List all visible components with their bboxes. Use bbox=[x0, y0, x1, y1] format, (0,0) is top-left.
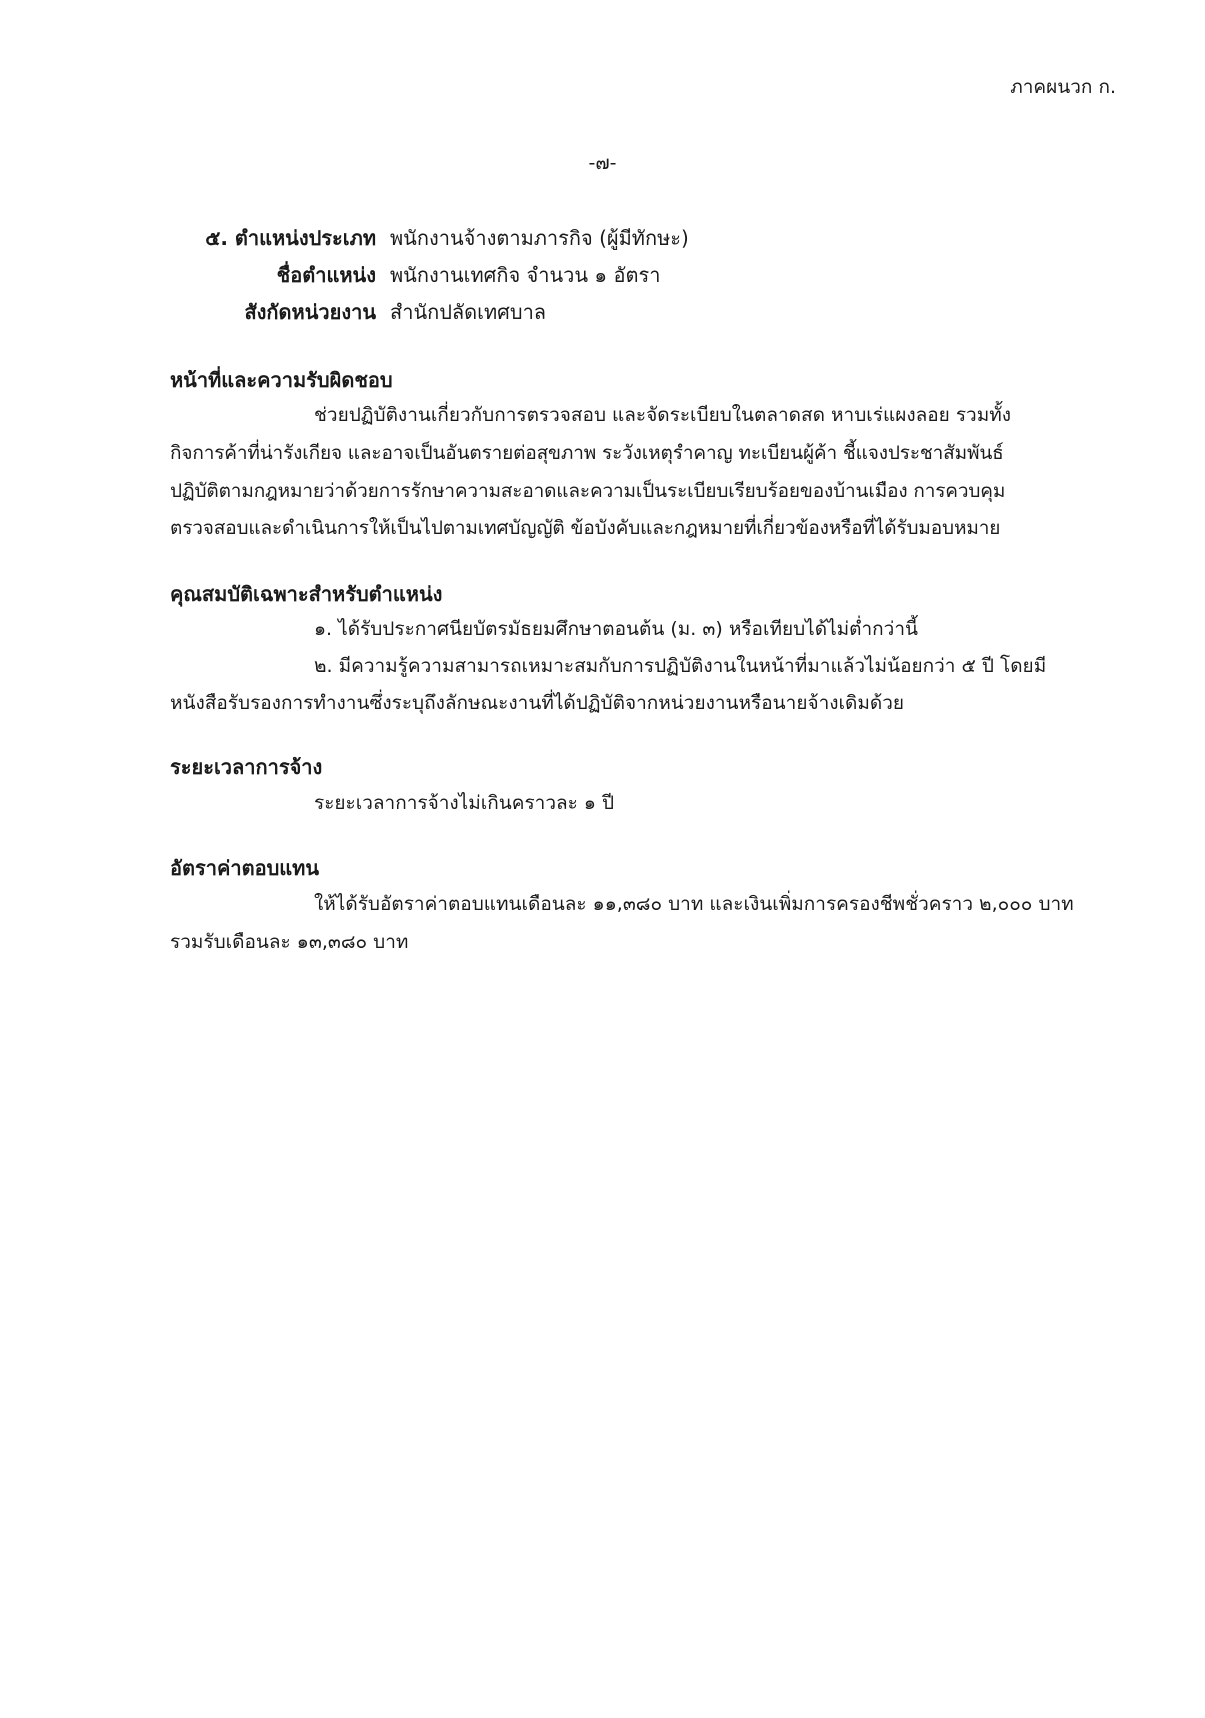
duties-line: ตรวจสอบและดำเนินการให้เป็นไปตามเทศบัญญัติ ข้อบังคับและกฎหมายที่เกี่ยวข้องหรือที่ได้รับมอบหมาย bbox=[170, 517, 1001, 539]
position-type-label: ๕. ตำแหน่งประเภท bbox=[205, 226, 376, 250]
duties-line: ช่วยปฏิบัติงานเกี่ยวกับการตรวจสอบ และจัดระเบียบในตลาดสด หาบเร่แผงลอย รวมทั้ง bbox=[314, 404, 1012, 426]
duration-heading: ระยะเวลาการจ้าง bbox=[170, 755, 323, 779]
compensation-line-1: ให้ได้รับอัตราค่าตอบแทนเดือนละ ๑๑,๓๘๐ บาท และเงินเพิ่มการครองชีพชั่วคราว ๒,๐๐๐ บาท bbox=[314, 893, 1074, 915]
position-name-value: พนักงานเทศกิจ จำนวน ๑ อัตรา bbox=[390, 263, 661, 287]
position-unit-label: สังกัดหน่วยงาน bbox=[244, 300, 376, 324]
qualifications-heading: คุณสมบัติเฉพาะสำหรับตำแหน่ง bbox=[170, 582, 443, 606]
compensation-heading: อัตราค่าตอบแทน bbox=[170, 856, 320, 880]
qualification-item-1: ๑. ได้รับประกาศนียบัตรมัธยมศึกษาตอนต้น (ม. ๓) หรือเทียบได้ไม่ต่ำกว่านี้ bbox=[314, 618, 918, 640]
position-type-value: พนักงานจ้างตามภารกิจ (ผู้มีทักษะ) bbox=[390, 226, 689, 250]
page-number: -๗- bbox=[588, 152, 617, 174]
annex-label: ภาคผนวก ก. bbox=[1010, 76, 1116, 98]
duties-line: กิจการค้าที่น่ารังเกียจ และอาจเป็นอันตรายต่อสุขภาพ ระวังเหตุรำคาญ ทะเบียนผู้ค้า ชี้แจงประชาสัมพันธ์ bbox=[170, 442, 1004, 464]
qualification-item-2-continued: หนังสือรับรองการทำงานซึ่งระบุถึงลักษณะงานที่ได้ปฏิบัติจากหน่วยงานหรือนายจ้างเดิมด้วย bbox=[170, 692, 905, 714]
duties-line: ปฏิบัติตามกฎหมายว่าด้วยการรักษาความสะอาดและความเป็นระเบียบเรียบร้อยของบ้านเมือง การควบคุม bbox=[170, 480, 1006, 502]
duties-heading: หน้าที่และความรับผิดชอบ bbox=[170, 368, 393, 392]
duration-text: ระยะเวลาการจ้างไม่เกินคราวละ ๑ ปี bbox=[314, 792, 615, 814]
qualification-item-2: ๒. มีความรู้ความสามารถเหมาะสมกับการปฏิบัติงานในหน้าที่มาแล้วไม่น้อยกว่า ๕ ปี โดยมี bbox=[314, 655, 1047, 677]
compensation-line-2: รวมรับเดือนละ ๑๓,๓๘๐ บาท bbox=[170, 931, 409, 953]
position-unit-value: สำนักปลัดเทศบาล bbox=[390, 300, 547, 324]
position-name-label: ชื่อตำแหน่ง bbox=[276, 263, 376, 287]
